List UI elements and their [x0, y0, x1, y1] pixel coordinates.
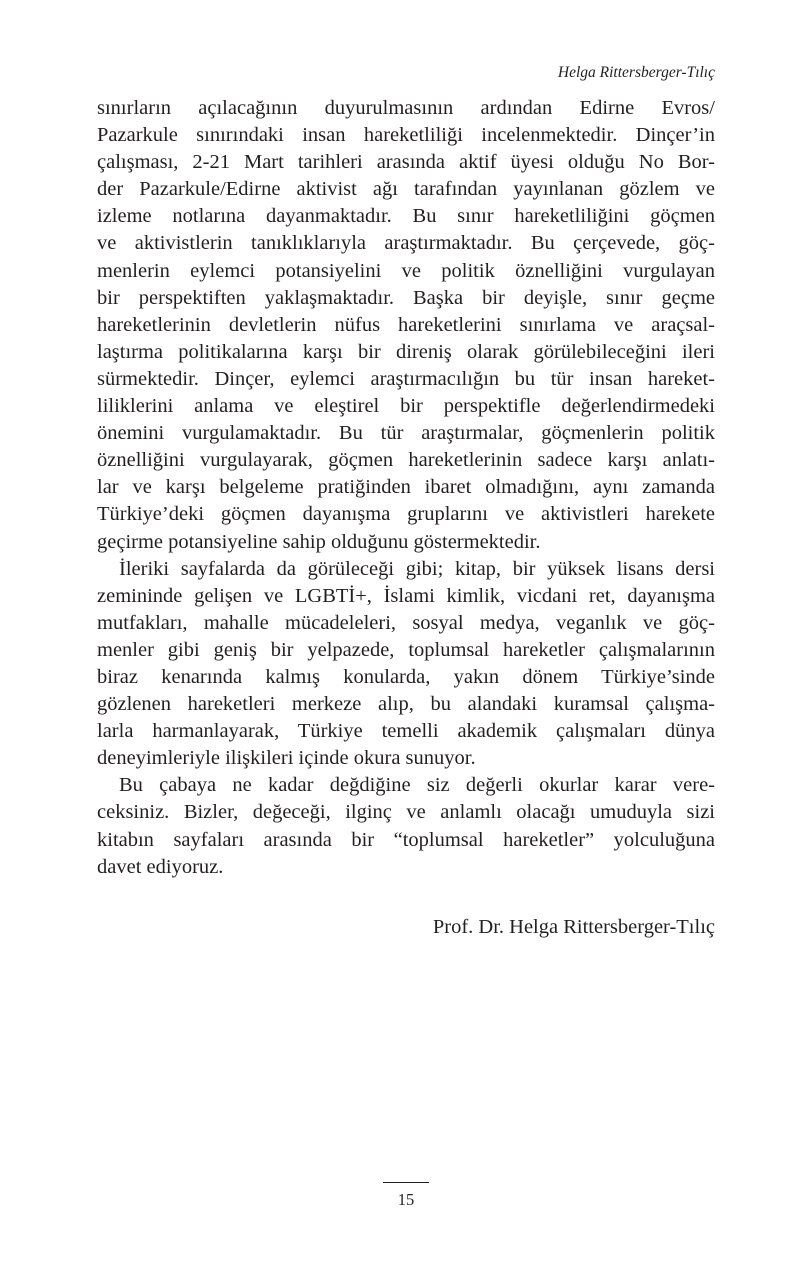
text-line: der Pazarkule/Edirne aktivist ağı tarafından yayınlanan gözlem ve [97, 178, 715, 201]
author-signature: Prof. Dr. Helga Rittersberger-Tılıç [432, 916, 715, 938]
text-line: sürmektedir. Dinçer, eylemci araştırmacılığın bu tür insan hareket- [97, 367, 715, 390]
text-line: biraz kenarında kalmış konularda, yakın dönem Türkiye’sinde [97, 665, 715, 688]
text-line: Türkiye’deki göçmen dayanışma gruplarını ve aktivistleri harekete [97, 503, 715, 526]
text-line: larla harmanlayarak, Türkiye temelli akademik çalışmaları dünya [97, 720, 715, 743]
text-line: Pazarkule sınırındaki insan hareketliliği incelenmektedir. Dinçer’in [97, 124, 715, 147]
text-line: hareketlerinin devletlerin nüfus hareketlerini sınırlama ve araçsal- [97, 313, 715, 336]
body-text [97, 95, 715, 881]
text-line: izleme notlarına dayanmaktadır. Bu sınır hareketliliğini göçmen [97, 205, 715, 228]
text-line: menlerin eylemci potansiyelini ve politik öznelliğini vurgulayan [97, 259, 715, 282]
text-line: davet ediyoruz. [97, 855, 224, 878]
text-line: sınırların açılacağının duyurulmasının ardından Edirne Evros/ [97, 97, 715, 119]
text-line: öznelliğini vurgulayarak, göçmen hareketlerinin sadece karşı anlatı- [97, 449, 715, 472]
text-line: deneyimleriyle ilişkileri içinde okura sunuyor. [97, 747, 476, 770]
text-line: bir perspektiften yaklaşmaktadır. Başka bir deyişle, sınır geçme [97, 286, 715, 309]
running-head: Helga Rittersberger-Tılıç [557, 64, 715, 81]
text-line: İleriki sayfalarda da görüleceği gibi; kitap, bir yüksek lisans dersi [119, 557, 715, 580]
page-number: 15 [397, 1190, 415, 1209]
text-line: Bu çabaya ne kadar değdiğine siz değerli okurlar karar vere- [119, 774, 715, 797]
text-line: liliklerini anlama ve eleştirel bir perspektifle değerlendirmedeki [97, 395, 715, 418]
paragraph [97, 95, 715, 556]
text-line: laştırma politikalarına karşı bir direniş olarak görülebileceğini ileri [97, 340, 715, 363]
folio-rule [383, 1182, 429, 1183]
text-line: önemini vurgulamaktadır. Bu tür araştırmalar, göçmenlerin politik [97, 422, 715, 445]
text-line: geçirme potansiyeline sahip olduğunu göstermektedir. [97, 530, 541, 553]
text-line: menler gibi geniş bir yelpazede, toplumsal hareketler çalışmalarının [97, 638, 715, 661]
text-line: çalışması, 2-21 Mart tarihleri arasında aktif üyesi olduğu No Bor- [97, 151, 715, 174]
text-line: zemininde gelişen ve LGBTİ+, İslami kimlik, vicdani ret, dayanışma [97, 584, 715, 607]
text-line: ceksiniz. Bizler, değeceği, ilginç ve anlamlı olacağı umuduyla sizi [97, 801, 715, 824]
text-line: mutfakları, mahalle mücadeleleri, sosyal medya, veganlık ve göç- [97, 611, 715, 634]
paragraph [97, 772, 715, 880]
paragraph [97, 556, 715, 773]
text-line: gözlenen hareketleri merkeze alıp, bu alandaki kuramsal çalışma- [97, 693, 715, 716]
text-line: lar ve karşı belgeleme pratiğinden ibaret olmadığını, aynı zamanda [97, 476, 715, 499]
text-line: ve aktivistlerin tanıklıklarıyla araştırmaktadır. Bu çerçevede, göç- [97, 232, 715, 255]
text-line: kitabın sayfaları arasında bir “toplumsal hareketler” yolculuğuna [97, 828, 715, 851]
